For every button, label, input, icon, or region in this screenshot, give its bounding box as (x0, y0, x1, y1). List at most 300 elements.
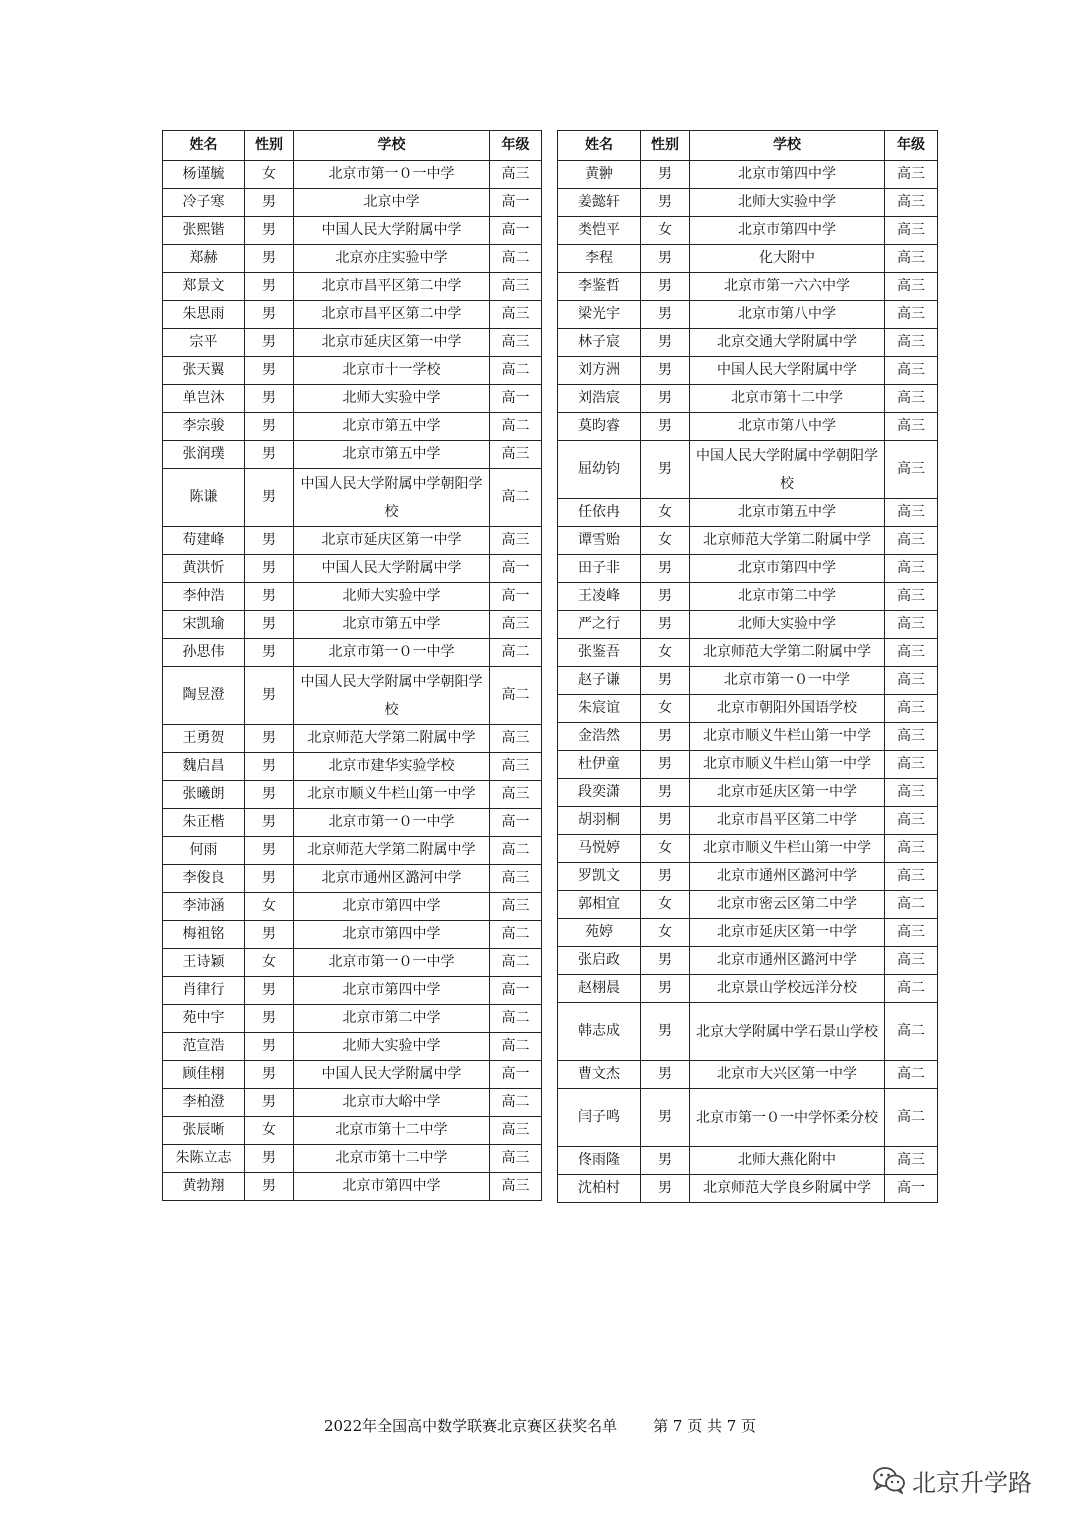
wechat-icon (872, 1466, 906, 1494)
student-grade: 高二 (490, 469, 542, 527)
student-grade: 高二 (490, 1089, 542, 1117)
student-gender: 男 (641, 245, 690, 273)
student-gender: 男 (245, 273, 294, 301)
student-name: 段奕潇 (558, 779, 641, 807)
student-grade: 高二 (490, 245, 542, 273)
student-gender: 男 (245, 977, 294, 1005)
student-gender: 男 (641, 1147, 690, 1175)
table-row (163, 949, 542, 977)
student-school: 北京中学 (294, 189, 490, 217)
student-school: 北京市第四中学 (690, 217, 885, 245)
student-school: 中国人民大学附属中学朝阳学校 (294, 667, 490, 725)
table-row (163, 329, 542, 357)
student-school: 北师大实验中学 (690, 611, 885, 639)
student-name: 宗平 (163, 329, 245, 357)
student-school: 北京市朝阳外国语学校 (690, 695, 885, 723)
student-grade: 高二 (490, 949, 542, 977)
table-header-row (558, 131, 938, 161)
table-row (558, 611, 938, 639)
table-row (558, 975, 938, 1003)
student-gender: 男 (245, 527, 294, 555)
student-gender: 男 (245, 753, 294, 781)
student-grade: 高二 (490, 1033, 542, 1061)
student-name: 马悦婷 (558, 835, 641, 863)
student-name: 黄翀 (558, 161, 641, 189)
student-gender: 男 (641, 583, 690, 611)
student-gender: 男 (245, 1089, 294, 1117)
student-gender: 男 (641, 441, 690, 499)
student-gender: 男 (245, 1145, 294, 1173)
student-gender: 女 (641, 919, 690, 947)
table-row (163, 441, 542, 469)
student-grade: 高三 (885, 329, 938, 357)
student-gender: 男 (245, 469, 294, 527)
table-row (163, 469, 542, 527)
table-row (558, 1003, 938, 1061)
student-school: 北京市第四中学 (690, 555, 885, 583)
student-name: 郑赫 (163, 245, 245, 273)
table-row (163, 1033, 542, 1061)
table-row (558, 273, 938, 301)
student-school: 北京市大兴区第一中学 (690, 1061, 885, 1089)
student-school: 北京市顺义牛栏山第一中学 (294, 781, 490, 809)
student-school: 北京市第四中学 (294, 921, 490, 949)
student-school: 北京市十一学校 (294, 357, 490, 385)
student-school: 北京市延庆区第一中学 (690, 919, 885, 947)
student-grade: 高三 (885, 835, 938, 863)
student-grade: 高三 (490, 753, 542, 781)
table-row (163, 1117, 542, 1145)
student-grade: 高三 (885, 273, 938, 301)
table-row (163, 667, 542, 725)
student-name: 姜懿轩 (558, 189, 641, 217)
table-row (558, 807, 938, 835)
student-grade: 高三 (885, 667, 938, 695)
student-name: 陈谦 (163, 469, 245, 527)
table-row (163, 809, 542, 837)
student-gender: 男 (641, 555, 690, 583)
student-gender: 男 (641, 413, 690, 441)
student-gender: 男 (245, 357, 294, 385)
table-row (558, 1061, 938, 1089)
student-gender: 男 (245, 583, 294, 611)
table-body-left (163, 161, 542, 1201)
student-school: 北师大实验中学 (690, 189, 885, 217)
table-row (558, 385, 938, 413)
student-school: 北京师范大学第二附属中学 (690, 527, 885, 555)
student-grade: 高三 (490, 161, 542, 189)
student-name: 任依冉 (558, 499, 641, 527)
table-row (163, 413, 542, 441)
student-gender: 男 (245, 809, 294, 837)
header-school: 学校 (690, 131, 885, 161)
student-name: 王诗颖 (163, 949, 245, 977)
student-school: 北京市第八中学 (690, 413, 885, 441)
table-row (163, 1145, 542, 1173)
student-name: 张辰晰 (163, 1117, 245, 1145)
student-school: 北京市第五中学 (294, 441, 490, 469)
table-row (558, 1175, 938, 1203)
table-row (163, 753, 542, 781)
student-school: 北京市第一０一中学 (294, 949, 490, 977)
table-row (558, 161, 938, 189)
student-grade: 高二 (885, 1003, 938, 1061)
student-name: 王凌峰 (558, 583, 641, 611)
student-school: 北京亦庄实验中学 (294, 245, 490, 273)
student-grade: 高三 (885, 555, 938, 583)
student-gender: 男 (641, 1003, 690, 1061)
student-school: 北京市顺义牛栏山第一中学 (690, 723, 885, 751)
student-grade: 高三 (490, 273, 542, 301)
footer-title: 2022年全国高中数学联赛北京赛区获奖名单 (323, 1417, 618, 1435)
student-name: 张熙锴 (163, 217, 245, 245)
student-name: 郑景文 (163, 273, 245, 301)
student-grade: 高二 (490, 639, 542, 667)
student-gender: 男 (245, 385, 294, 413)
student-school: 北京市第一０一中学怀柔分校 (690, 1089, 885, 1147)
student-gender: 女 (245, 1117, 294, 1145)
table-row (558, 217, 938, 245)
student-school: 北京市第一六六中学 (690, 273, 885, 301)
student-school: 北京市通州区潞河中学 (690, 863, 885, 891)
student-name: 张鉴吾 (558, 639, 641, 667)
student-school: 北京市通州区潞河中学 (690, 947, 885, 975)
student-name: 朱陈立志 (163, 1145, 245, 1173)
student-grade: 高三 (490, 865, 542, 893)
student-school: 北京市第五中学 (294, 413, 490, 441)
student-school: 北京市第五中学 (690, 499, 885, 527)
table-row (163, 639, 542, 667)
student-name: 杨谨毓 (163, 161, 245, 189)
student-gender: 男 (245, 639, 294, 667)
table-row (558, 301, 938, 329)
student-grade: 高三 (885, 189, 938, 217)
student-name: 陶昱澄 (163, 667, 245, 725)
student-school: 北京景山学校远洋分校 (690, 975, 885, 1003)
student-school: 北京市第二中学 (294, 1005, 490, 1033)
student-school: 北京市昌平区第二中学 (294, 273, 490, 301)
student-grade: 高一 (490, 809, 542, 837)
student-grade: 高一 (490, 217, 542, 245)
student-grade: 高三 (885, 583, 938, 611)
table-row (163, 583, 542, 611)
header-school: 学校 (294, 131, 490, 161)
student-name: 苑婷 (558, 919, 641, 947)
student-name: 魏启昌 (163, 753, 245, 781)
student-grade: 高三 (885, 779, 938, 807)
student-school: 北京大学附属中学石景山学校 (690, 1003, 885, 1061)
student-gender: 男 (641, 667, 690, 695)
student-gender: 男 (245, 667, 294, 725)
header-name: 姓名 (558, 131, 641, 161)
student-gender: 男 (245, 329, 294, 357)
student-name: 何雨 (163, 837, 245, 865)
table-row (163, 301, 542, 329)
student-name: 类恺平 (558, 217, 641, 245)
student-name: 曹文杰 (558, 1061, 641, 1089)
student-name: 王勇贺 (163, 725, 245, 753)
student-school: 北京市密云区第二中学 (690, 891, 885, 919)
student-gender: 男 (245, 837, 294, 865)
student-grade: 高二 (490, 837, 542, 865)
header-gender: 性别 (245, 131, 294, 161)
student-grade: 高二 (885, 1061, 938, 1089)
header-name: 姓名 (163, 131, 245, 161)
student-gender: 男 (245, 921, 294, 949)
student-grade: 高二 (885, 975, 938, 1003)
student-name: 张曦朗 (163, 781, 245, 809)
student-grade: 高三 (885, 611, 938, 639)
student-name: 刘方洲 (558, 357, 641, 385)
table-row (163, 161, 542, 189)
student-name: 范宣浩 (163, 1033, 245, 1061)
table-row (558, 835, 938, 863)
student-school: 中国人民大学附属中学 (294, 555, 490, 583)
student-school: 北京市昌平区第二中学 (294, 301, 490, 329)
table-row (163, 273, 542, 301)
student-name: 杜伊童 (558, 751, 641, 779)
student-gender: 女 (641, 527, 690, 555)
student-name: 李柏澄 (163, 1089, 245, 1117)
student-grade: 高三 (885, 807, 938, 835)
student-gender: 男 (641, 1175, 690, 1203)
table-header-row (163, 131, 542, 161)
student-name: 罗凯文 (558, 863, 641, 891)
student-grade: 高一 (490, 385, 542, 413)
student-name: 黄勃翔 (163, 1173, 245, 1201)
student-gender: 男 (641, 273, 690, 301)
table-row (558, 919, 938, 947)
student-gender: 男 (641, 807, 690, 835)
table-row (558, 329, 938, 357)
watermark (872, 1462, 1032, 1498)
student-name: 莫昀睿 (558, 413, 641, 441)
student-name: 苟建峰 (163, 527, 245, 555)
student-grade: 高三 (490, 301, 542, 329)
student-gender: 女 (641, 891, 690, 919)
table-row (163, 1005, 542, 1033)
student-school: 北京市延庆区第一中学 (294, 329, 490, 357)
student-school: 北京市第十二中学 (294, 1145, 490, 1173)
student-name: 孙思伟 (163, 639, 245, 667)
table-row (163, 781, 542, 809)
student-gender: 男 (641, 863, 690, 891)
student-grade: 高三 (490, 1117, 542, 1145)
student-school: 北京市第一０一中学 (294, 639, 490, 667)
student-gender: 女 (641, 639, 690, 667)
student-grade: 高三 (490, 611, 542, 639)
student-grade: 高二 (490, 921, 542, 949)
student-name: 刘浩宸 (558, 385, 641, 413)
table-body-right (558, 161, 938, 1203)
student-grade: 高三 (885, 441, 938, 499)
header-grade: 年级 (490, 131, 542, 161)
student-gender: 女 (641, 835, 690, 863)
table-row (163, 189, 542, 217)
student-gender: 男 (245, 217, 294, 245)
student-school: 北京市延庆区第一中学 (690, 779, 885, 807)
student-name: 李仲浩 (163, 583, 245, 611)
student-gender: 男 (641, 161, 690, 189)
student-school: 北京市顺义牛栏山第一中学 (690, 835, 885, 863)
student-name: 严之行 (558, 611, 641, 639)
student-gender: 女 (245, 161, 294, 189)
student-gender: 男 (641, 611, 690, 639)
header-gender: 性别 (641, 131, 690, 161)
page-footer (0, 1415, 1080, 1436)
student-gender: 男 (245, 441, 294, 469)
student-school: 北京市第二中学 (690, 583, 885, 611)
student-name: 田子非 (558, 555, 641, 583)
student-name: 韩志成 (558, 1003, 641, 1061)
table-row (558, 1089, 938, 1147)
student-gender: 女 (245, 949, 294, 977)
student-grade: 高三 (885, 751, 938, 779)
student-grade: 高三 (885, 499, 938, 527)
student-name: 梁光宇 (558, 301, 641, 329)
table-row (558, 583, 938, 611)
student-name: 李鉴哲 (558, 273, 641, 301)
table-row (558, 527, 938, 555)
student-name: 黄洪忻 (163, 555, 245, 583)
student-school: 北京市昌平区第二中学 (690, 807, 885, 835)
student-gender: 男 (641, 1089, 690, 1147)
table-row (163, 385, 542, 413)
student-school: 北京市大峪中学 (294, 1089, 490, 1117)
student-school: 中国人民大学附属中学 (294, 217, 490, 245)
student-gender: 男 (641, 723, 690, 751)
student-grade: 高二 (490, 667, 542, 725)
student-grade: 高三 (885, 161, 938, 189)
watermark-text: 北京升学路 (912, 1468, 1032, 1497)
student-school: 化大附中 (690, 245, 885, 273)
student-gender: 女 (641, 695, 690, 723)
student-school: 北京市通州区潞河中学 (294, 865, 490, 893)
student-name: 朱正楷 (163, 809, 245, 837)
student-school: 北京市建华实验学校 (294, 753, 490, 781)
student-gender: 男 (245, 781, 294, 809)
student-gender: 男 (245, 245, 294, 273)
student-name: 沈柏村 (558, 1175, 641, 1203)
table-row (163, 245, 542, 273)
student-grade: 高三 (885, 1147, 938, 1175)
student-name: 苑中宇 (163, 1005, 245, 1033)
student-gender: 男 (641, 189, 690, 217)
student-school: 中国人民大学附属中学朝阳学校 (294, 469, 490, 527)
table-row (558, 1147, 938, 1175)
table-row (163, 865, 542, 893)
student-school: 北京市第四中学 (690, 161, 885, 189)
table-row (163, 611, 542, 639)
student-school: 北师大实验中学 (294, 385, 490, 413)
student-school: 北京交通大学附属中学 (690, 329, 885, 357)
student-name: 朱宸谊 (558, 695, 641, 723)
student-school: 北京师范大学第二附属中学 (294, 725, 490, 753)
student-grade: 高三 (885, 919, 938, 947)
student-name: 谭雪贻 (558, 527, 641, 555)
table-row (558, 639, 938, 667)
student-grade: 高二 (885, 891, 938, 919)
student-grade: 高一 (490, 583, 542, 611)
student-name: 胡羽桐 (558, 807, 641, 835)
student-school: 中国人民大学附属中学 (294, 1061, 490, 1089)
student-school: 北京市第一０一中学 (294, 809, 490, 837)
student-grade: 高三 (885, 639, 938, 667)
table-row (163, 357, 542, 385)
student-school: 北师大实验中学 (294, 583, 490, 611)
student-school: 北京市顺义牛栏山第一中学 (690, 751, 885, 779)
student-name: 李沛涵 (163, 893, 245, 921)
student-gender: 男 (641, 357, 690, 385)
table-row (558, 357, 938, 385)
student-grade: 高三 (490, 781, 542, 809)
student-grade: 高三 (490, 725, 542, 753)
student-grade: 高三 (885, 217, 938, 245)
table-row (558, 695, 938, 723)
table-row (163, 837, 542, 865)
student-school: 北京师范大学良乡附属中学 (690, 1175, 885, 1203)
table-row (163, 1061, 542, 1089)
table-row (163, 1089, 542, 1117)
student-name: 宋凯瑜 (163, 611, 245, 639)
student-name: 李宗骏 (163, 413, 245, 441)
student-gender: 男 (245, 1061, 294, 1089)
student-grade: 高三 (490, 1173, 542, 1201)
student-name: 冷子寒 (163, 189, 245, 217)
student-name: 李程 (558, 245, 641, 273)
student-gender: 男 (245, 865, 294, 893)
student-gender: 男 (245, 555, 294, 583)
student-name: 赵栩晨 (558, 975, 641, 1003)
table-row (558, 751, 938, 779)
student-gender: 男 (641, 1061, 690, 1089)
student-name: 顾佳栩 (163, 1061, 245, 1089)
student-grade: 高三 (885, 357, 938, 385)
student-school: 北京市第十二中学 (690, 385, 885, 413)
student-name: 赵子谦 (558, 667, 641, 695)
table-row (558, 723, 938, 751)
student-name: 金浩然 (558, 723, 641, 751)
student-gender: 男 (641, 779, 690, 807)
table-row (163, 893, 542, 921)
table-row (558, 413, 938, 441)
student-school: 北京市第五中学 (294, 611, 490, 639)
student-grade: 高三 (885, 863, 938, 891)
table-row (163, 725, 542, 753)
student-grade: 高三 (490, 893, 542, 921)
student-gender: 男 (641, 975, 690, 1003)
student-grade: 高二 (490, 413, 542, 441)
student-school: 北京市延庆区第一中学 (294, 527, 490, 555)
student-school: 北京市第四中学 (294, 977, 490, 1005)
student-gender: 男 (245, 1005, 294, 1033)
student-name: 梅祖铭 (163, 921, 245, 949)
student-name: 李俊良 (163, 865, 245, 893)
student-grade: 高三 (490, 1145, 542, 1173)
table-row (163, 921, 542, 949)
student-school: 北京市第一０一中学 (690, 667, 885, 695)
student-gender: 男 (245, 1033, 294, 1061)
student-gender: 男 (641, 301, 690, 329)
table-row (558, 189, 938, 217)
student-grade: 高三 (885, 947, 938, 975)
header-grade: 年级 (885, 131, 938, 161)
student-grade: 高一 (490, 977, 542, 1005)
student-grade: 高三 (490, 527, 542, 555)
table-row (163, 977, 542, 1005)
table-row (558, 555, 938, 583)
student-school: 北师大实验中学 (294, 1033, 490, 1061)
